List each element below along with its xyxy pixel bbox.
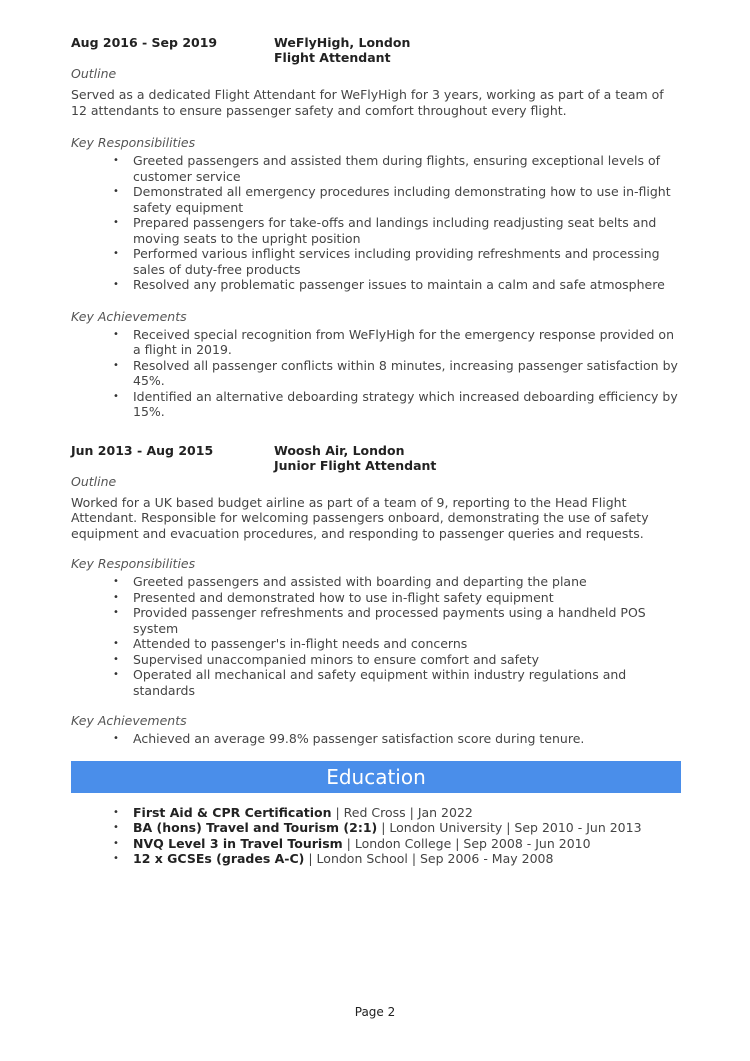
qualification-details: | Red Cross | Jan 2022 [331,804,473,820]
list-item: • Demonstrated all emergency procedures including demonstrating how to use in-flight safety equipment [133,184,681,215]
education-item [133,836,681,852]
job-outline: Served as a dedicated Flight Attendant for WeFlyHigh for 3 years, working as part of a team of 12 attendants to ensure passenger safety and comfort throughout every flight. [71,87,664,118]
achievements-label: Key Achievements [71,308,187,324]
qualification-name: 12 x GCSEs (grades A-C) [133,851,305,866]
list-item: • Supervised unaccompanied minors to ensure comfort and safety [133,652,681,668]
responsibilities-label: Key Responsibilities [71,556,196,571]
education-heading: Education [71,761,681,793]
achievements-list [71,731,681,747]
list-item: • Prepared passengers for take-offs and landings including readjusting seat belts and moving seats to the upright position [133,215,681,246]
list-item: • Resolved any problematic passenger issues to maintain a calm and safe atmosphere [133,277,681,293]
outline-label: Outline [71,66,117,81]
job-header [71,35,681,65]
job-company: Woosh Air, London [274,442,405,458]
qualification-details: | London College | Sep 2008 - Jun 2010 [342,835,591,851]
job-title: Junior Flight Attendant [274,457,437,473]
list-item: • Provided passenger refreshments and processed payments using a handheld POS system [133,605,681,636]
job-entry [71,443,681,747]
achievements-label: Key Achievements [71,713,187,728]
achievements-list [71,327,681,420]
list-item: • Performed various inflight services including providing refreshments and processing sales of duty-free products [133,246,681,277]
outline-label: Outline [71,473,117,489]
qualification-details: | London University | Sep 2010 - Jun 2013 [377,820,642,835]
list-item: • Achieved an average 99.8% passenger satisfaction score during tenure. [133,731,681,747]
qualification-name: NVQ Level 3 in Travel Tourism [133,835,343,851]
job-header [71,443,681,473]
responsibilities-label: Key Responsibilities [71,135,196,150]
page-number: Page 2 [354,1005,396,1019]
list-item: • Presented and demonstrated how to use in-flight safety equipment [133,590,681,606]
list-item: • Attended to passenger's in-flight needs and concerns [133,636,681,652]
job-dates: Aug 2016 - Sep 2019 [71,35,218,50]
job-title: Flight Attendant [274,50,391,65]
qualification-name: BA (hons) Travel and Tourism (2:1) [133,820,378,835]
job-dates: Jun 2013 - Aug 2015 [71,442,214,458]
list-item: • Operated all mechanical and safety equipment within industry regulations and standards [133,667,681,698]
job-company: WeFlyHigh, London [274,35,411,50]
job-entry [71,35,681,420]
responsibilities-list [71,574,681,698]
education-item [133,805,681,821]
list-item: • Greeted passengers and assisted with boarding and departing the plane [133,574,681,590]
job-outline: Worked for a UK based budget airline as part of a team of 9, reporting to the Head Flight Attendant. Responsible for welcoming passengers onboard, demonstrating the use of safety equipment and evacuation procedures, and responding to passenger queries and requests. [71,494,649,541]
list-item: • Identified an alternative deboarding strategy which increased deboarding efficiency by 15%. [133,389,681,420]
qualification-name: First Aid & CPR Certification [133,804,332,820]
resume-page [71,35,681,867]
responsibilities-list [71,153,681,293]
education-list [71,805,681,867]
list-item: • Greeted passengers and assisted them during flights, ensuring exceptional levels of customer service [133,153,681,184]
qualification-details: | London School | Sep 2006 - May 2008 [304,851,554,866]
education-item [133,851,681,867]
list-item: • Received special recognition from WeFlyHigh for the emergency response provided on a flight in 2019. [133,327,681,358]
education-item [133,820,681,836]
list-item: • Resolved all passenger conflicts within 8 minutes, increasing passenger satisfaction by 45%. [133,358,681,389]
